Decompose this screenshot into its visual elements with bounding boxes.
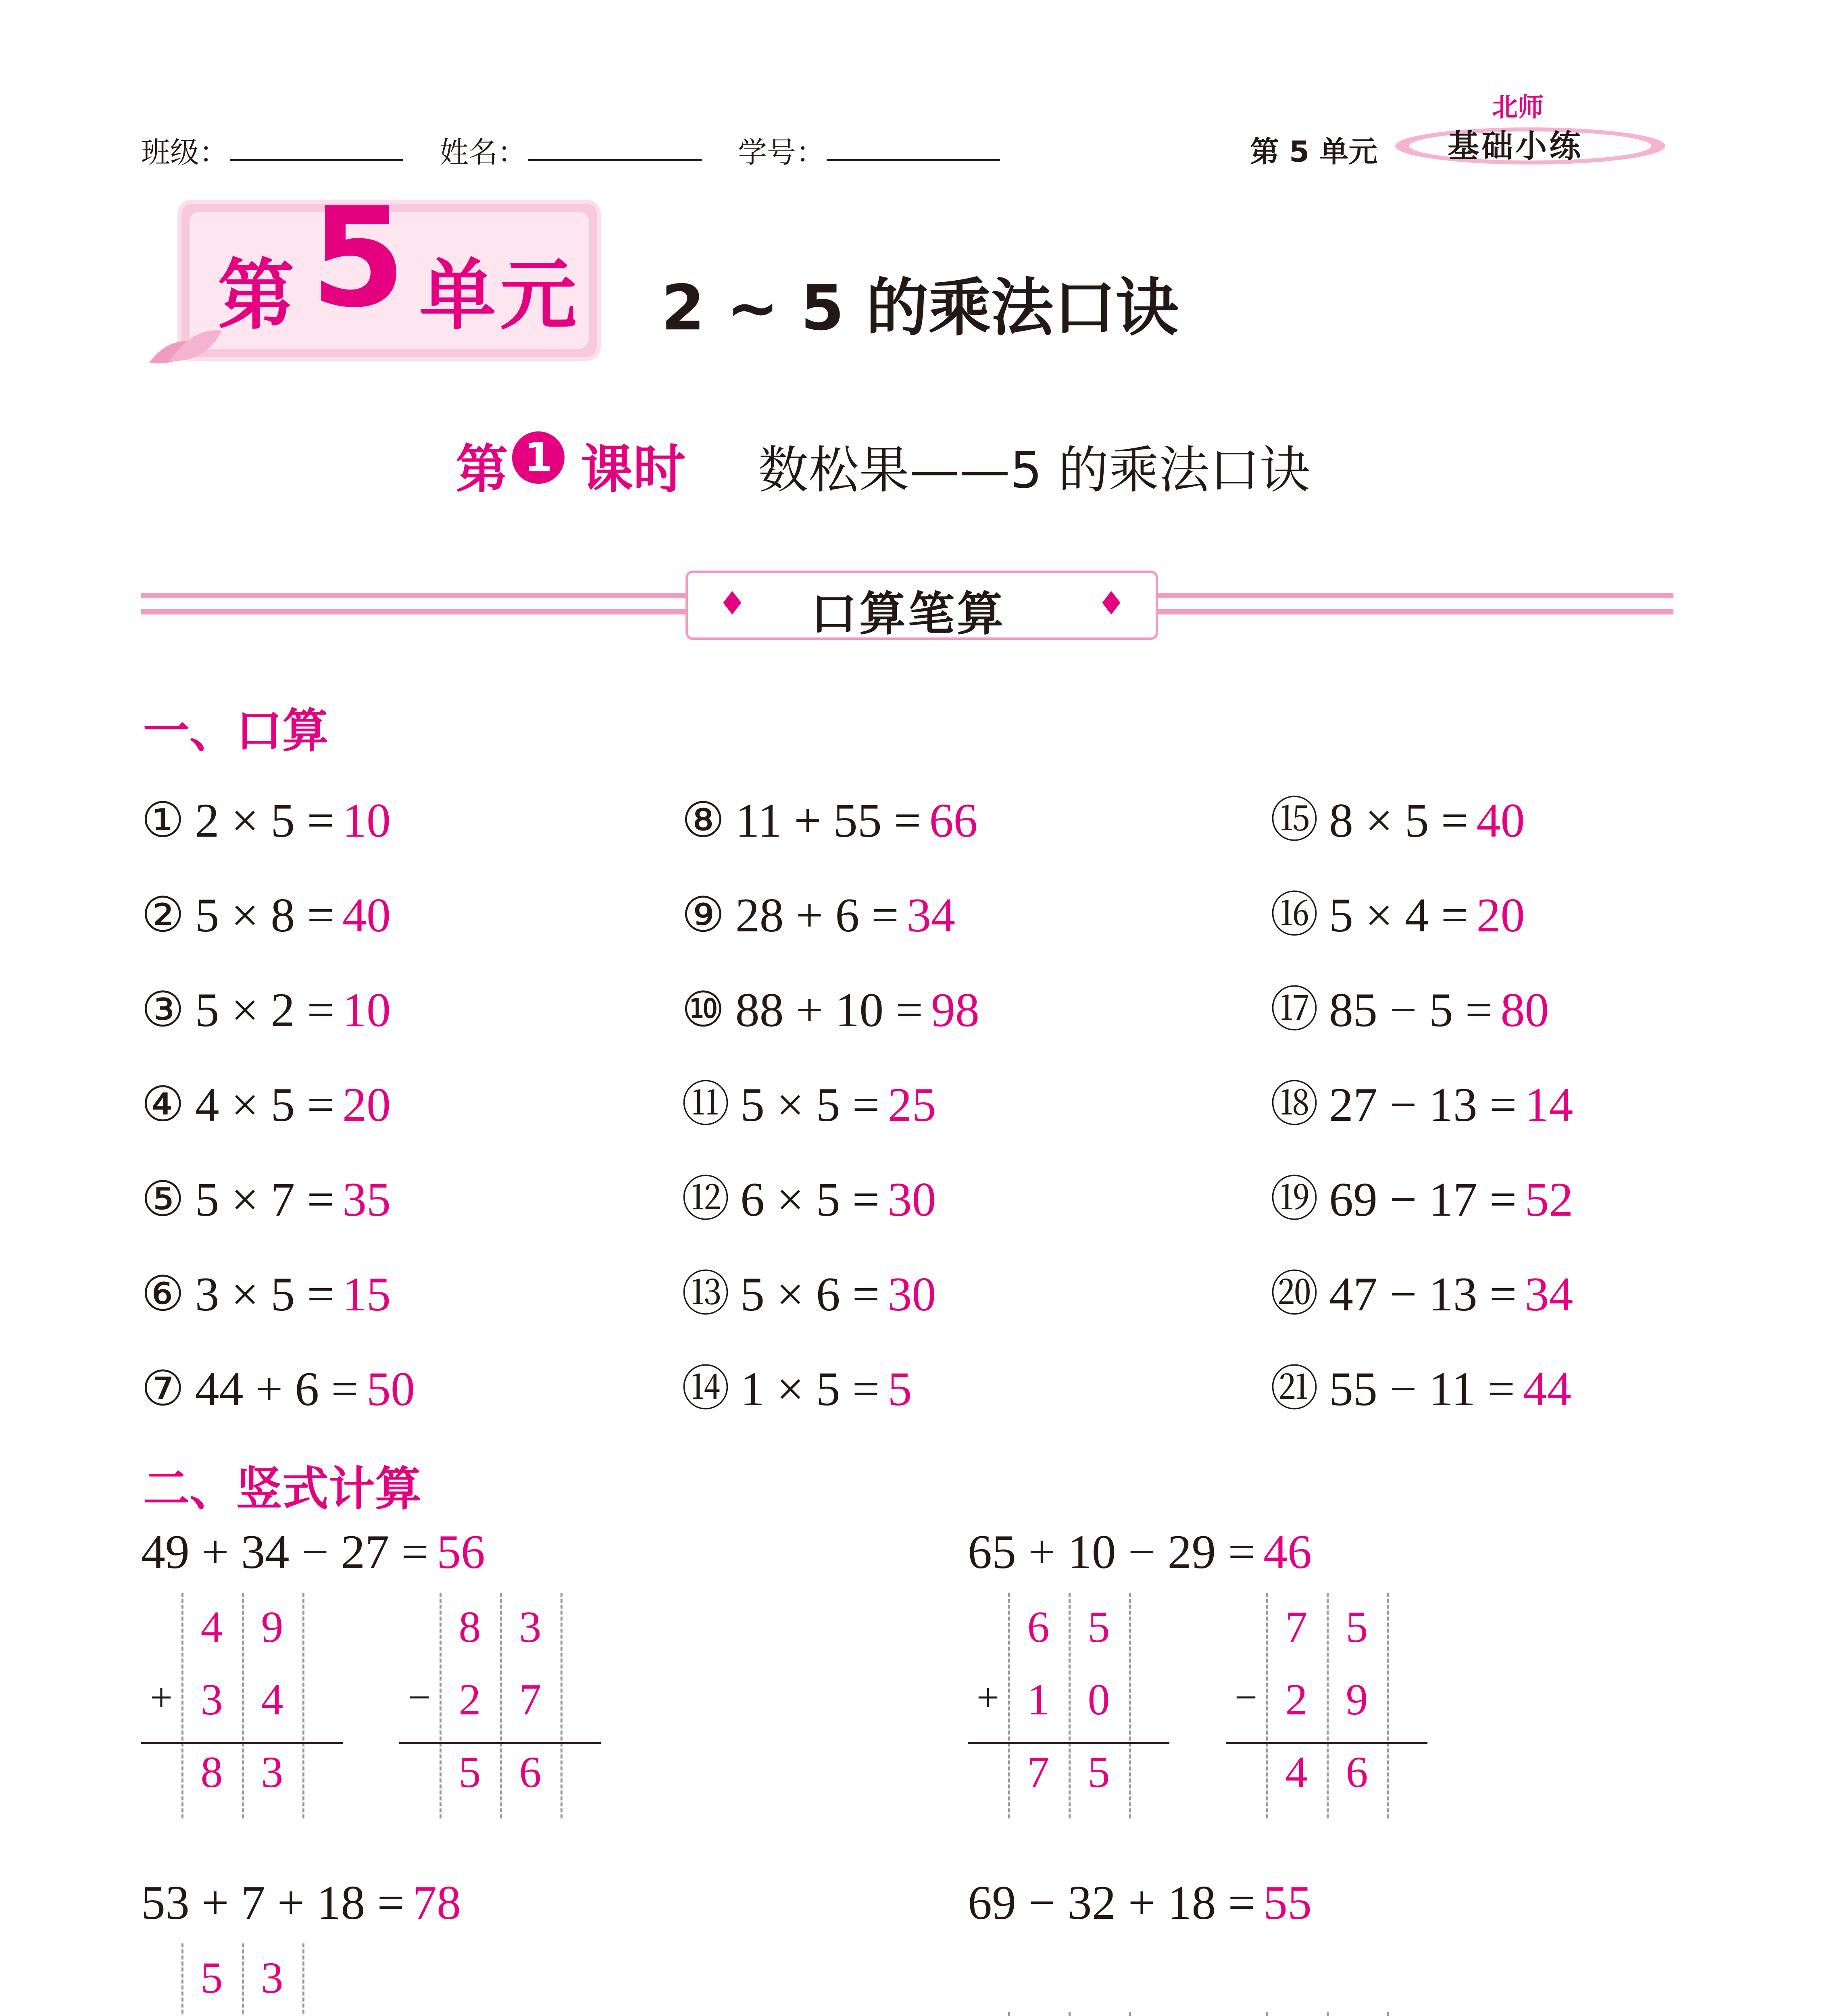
vertical-underline bbox=[1226, 1742, 1427, 1744]
oral-item-number: ⑲ bbox=[1270, 1173, 1319, 1226]
oral-item bbox=[681, 983, 979, 1037]
oral-item-answer[interactable]: 10 bbox=[342, 793, 391, 847]
oral-item bbox=[141, 1175, 391, 1224]
oral-item-number: ⑮ bbox=[1270, 793, 1319, 847]
vertical-column-guide bbox=[440, 1593, 442, 1818]
vertical-equation-answer[interactable]: 55 bbox=[1263, 1876, 1312, 1929]
oral-item-number: ⑥ bbox=[141, 1267, 185, 1321]
vertical-digit: 6 bbox=[519, 1747, 542, 1797]
vertical-column-guide bbox=[242, 1943, 244, 2016]
vertical-digit: 8 bbox=[458, 1602, 481, 1652]
oral-item-answer[interactable]: 20 bbox=[342, 1078, 391, 1131]
oral-item-number: ⑦ bbox=[141, 1362, 185, 1416]
oral-item-question: 8 × 5 = bbox=[1329, 793, 1469, 847]
vertical-equation bbox=[141, 1875, 461, 1931]
oral-item-number: ⑰ bbox=[1270, 983, 1319, 1037]
class-field[interactable] bbox=[230, 159, 403, 161]
oral-item bbox=[681, 793, 978, 847]
vertical-operator: + bbox=[976, 1675, 1000, 1720]
leaf-icon bbox=[145, 323, 226, 371]
oral-item-answer[interactable]: 30 bbox=[888, 1267, 936, 1321]
oral-item bbox=[681, 1362, 912, 1416]
oral-item-answer[interactable]: 30 bbox=[888, 1173, 936, 1226]
vertical-column-guide bbox=[1327, 1593, 1329, 1818]
oral-item-answer[interactable]: 80 bbox=[1500, 983, 1549, 1037]
vertical-digit: 6 bbox=[1346, 1747, 1368, 1797]
vertical-underline bbox=[968, 1742, 1169, 1744]
oral-item-number: ⑨ bbox=[681, 888, 725, 942]
oral-item-question: 88 + 10 = bbox=[735, 983, 923, 1037]
banner-title: 口算笔算 bbox=[810, 587, 1006, 641]
unit-title: 2 ~ 5 的乘法口诀 bbox=[661, 271, 1179, 344]
lesson-title: 数松果——5 的乘法口诀 bbox=[758, 441, 1311, 500]
vertical-equation-answer[interactable]: 46 bbox=[1263, 1525, 1312, 1579]
vertical-column-guide bbox=[1266, 1593, 1268, 1818]
oral-item-answer[interactable]: 25 bbox=[888, 1078, 936, 1131]
lesson-suffix: 课时 bbox=[581, 439, 686, 500]
vertical-column-guide bbox=[500, 1593, 502, 1818]
oral-item-answer[interactable]: 14 bbox=[1525, 1078, 1573, 1131]
vertical-column-guide bbox=[242, 1593, 244, 1818]
oral-item-question: 27 − 13 = bbox=[1329, 1078, 1517, 1131]
vertical-column-guide bbox=[1069, 1593, 1071, 1818]
vertical-digit: 5 bbox=[1346, 1602, 1368, 1652]
vertical-column-guide bbox=[1008, 2012, 1010, 2016]
oral-item-question: 11 + 55 = bbox=[735, 793, 921, 847]
vertical-equation bbox=[141, 1524, 485, 1580]
oral-item-number: ⑯ bbox=[1270, 888, 1319, 942]
vertical-column-guide bbox=[302, 1943, 304, 2016]
oral-item bbox=[1270, 983, 1549, 1037]
oral-item-number: ⑱ bbox=[1270, 1078, 1319, 1131]
oral-item-answer[interactable]: 98 bbox=[931, 983, 979, 1037]
oral-item bbox=[681, 888, 955, 942]
vertical-digit: 4 bbox=[1285, 1747, 1308, 1797]
student-id-label: 学号： bbox=[738, 135, 825, 169]
vertical-digit: 5 bbox=[200, 1953, 223, 2002]
vertical-digit: 9 bbox=[1346, 1675, 1368, 1724]
vertical-column-guide bbox=[1129, 1593, 1131, 1818]
oral-item-number: ⑪ bbox=[681, 1078, 730, 1131]
oral-item-question: 69 − 17 = bbox=[1329, 1173, 1517, 1226]
vertical-operator: − bbox=[1234, 1675, 1258, 1720]
oral-item-question: 44 + 6 = bbox=[195, 1362, 358, 1416]
oral-item-number: ⑤ bbox=[141, 1173, 185, 1226]
oral-item bbox=[1270, 1175, 1573, 1224]
unit-prefix: 第 bbox=[218, 251, 295, 340]
vertical-digit: 4 bbox=[261, 1675, 283, 1724]
vertical-column-guide bbox=[1387, 1593, 1389, 1818]
vertical-digit: 0 bbox=[1088, 1675, 1110, 1724]
oral-item-answer[interactable]: 5 bbox=[888, 1362, 912, 1416]
oral-item-answer[interactable]: 66 bbox=[929, 793, 978, 847]
oral-item-number: ⑳ bbox=[1270, 1267, 1319, 1321]
oral-item bbox=[1270, 888, 1525, 942]
vertical-column-guide bbox=[1129, 2012, 1131, 2016]
oral-item-answer[interactable]: 40 bbox=[342, 888, 391, 942]
oral-item-question: 55 − 11 = bbox=[1329, 1362, 1515, 1416]
oral-item-question: 5 × 2 = bbox=[195, 983, 334, 1037]
name-label: 姓名： bbox=[440, 135, 527, 169]
oral-item bbox=[1270, 793, 1525, 847]
vertical-underline bbox=[141, 1742, 343, 1744]
vertical-operator: + bbox=[150, 1675, 173, 1720]
vertical-digit: 5 bbox=[1088, 1602, 1110, 1652]
oral-item bbox=[141, 1267, 391, 1321]
vertical-column-guide bbox=[1327, 2012, 1329, 2016]
vertical-column-guide bbox=[1008, 1593, 1010, 1818]
oral-item-number: ③ bbox=[141, 983, 185, 1037]
unit-number: 5 bbox=[310, 178, 406, 338]
oral-item bbox=[681, 1267, 936, 1321]
vertical-equation-question: 53 + 7 + 18 = bbox=[141, 1876, 405, 1929]
vertical-equation-answer[interactable]: 78 bbox=[413, 1876, 461, 1929]
vertical-equation bbox=[968, 1875, 1312, 1931]
lesson-number-badge: 1 bbox=[512, 431, 565, 484]
oral-item-answer[interactable]: 50 bbox=[366, 1362, 415, 1416]
brand-top-text: 北师 bbox=[1492, 93, 1544, 123]
brand-text: 基础小练 bbox=[1448, 128, 1583, 165]
oral-item-question: 85 − 5 = bbox=[1329, 983, 1493, 1037]
oral-item-number: ⑬ bbox=[681, 1267, 730, 1321]
oral-item-answer[interactable]: 40 bbox=[1476, 793, 1525, 847]
oral-item-answer[interactable]: 34 bbox=[906, 888, 955, 942]
oral-item-question: 5 × 8 = bbox=[195, 888, 334, 942]
vertical-column-guide bbox=[181, 1943, 183, 2016]
vertical-digit: 2 bbox=[1285, 1675, 1308, 1724]
oral-item-number: ④ bbox=[141, 1078, 185, 1131]
oral-item-answer[interactable]: 35 bbox=[342, 1173, 391, 1226]
oral-item-number: ⑧ bbox=[681, 793, 725, 847]
vertical-digit: 5 bbox=[458, 1747, 481, 1797]
oral-item-answer[interactable]: 10 bbox=[342, 983, 391, 1037]
oral-item-question: 5 × 4 = bbox=[1329, 888, 1469, 942]
vertical-equation bbox=[968, 1524, 1312, 1580]
oral-item-answer[interactable]: 44 bbox=[1523, 1362, 1571, 1416]
oral-item-number: ㉑ bbox=[1270, 1362, 1319, 1416]
oral-item-question: 6 × 5 = bbox=[740, 1173, 880, 1226]
diamond-icon: ♦ bbox=[718, 585, 747, 622]
vertical-section-title: 二、竖式计算 bbox=[143, 1462, 422, 1516]
vertical-digit: 9 bbox=[261, 1602, 283, 1652]
oral-item bbox=[1270, 1078, 1573, 1131]
vertical-digit: 4 bbox=[200, 1602, 223, 1652]
oral-item-question: 4 × 5 = bbox=[195, 1078, 334, 1131]
vertical-underline bbox=[399, 1742, 601, 1744]
oral-item-question: 5 × 6 = bbox=[740, 1267, 880, 1321]
oral-item-answer[interactable]: 20 bbox=[1476, 888, 1525, 942]
oral-item-answer[interactable]: 15 bbox=[342, 1267, 391, 1321]
oral-item bbox=[1270, 1362, 1571, 1416]
vertical-digit: 8 bbox=[200, 1747, 223, 1797]
vertical-equation-answer[interactable]: 56 bbox=[437, 1525, 485, 1579]
oral-item-question: 5 × 5 = bbox=[740, 1078, 880, 1131]
oral-item-number: ⑭ bbox=[681, 1362, 730, 1416]
name-field[interactable] bbox=[528, 159, 702, 161]
diamond-icon: ♦ bbox=[1097, 585, 1126, 622]
vertical-equation-question: 69 − 32 + 18 = bbox=[968, 1876, 1256, 1929]
vertical-column-guide bbox=[1387, 2012, 1389, 2016]
vertical-column-guide bbox=[181, 1593, 183, 1818]
oral-item-number: ⑩ bbox=[681, 983, 725, 1037]
vertical-digit: 7 bbox=[1027, 1747, 1050, 1797]
vertical-digit: 7 bbox=[1285, 1602, 1308, 1652]
student-id-field[interactable] bbox=[827, 159, 1000, 161]
vertical-operator: − bbox=[408, 1675, 431, 1720]
vertical-column-guide bbox=[1266, 2012, 1268, 2016]
vertical-digit: 3 bbox=[200, 1675, 223, 1724]
oral-item bbox=[141, 1078, 391, 1131]
unit-word: 单元 bbox=[419, 251, 581, 340]
oral-item-answer[interactable]: 34 bbox=[1525, 1267, 1573, 1321]
oral-item-question: 3 × 5 = bbox=[195, 1267, 334, 1321]
vertical-digit: 3 bbox=[519, 1602, 542, 1652]
oral-item-question: 2 × 5 = bbox=[195, 793, 334, 847]
oral-item-question: 5 × 7 = bbox=[195, 1173, 334, 1226]
oral-item bbox=[141, 793, 391, 847]
vertical-equation-question: 49 + 34 − 27 = bbox=[141, 1525, 429, 1579]
oral-item-number: ② bbox=[141, 888, 185, 942]
vertical-digit: 1 bbox=[1027, 1675, 1050, 1724]
oral-item-question: 28 + 6 = bbox=[735, 888, 899, 942]
oral-item bbox=[141, 983, 391, 1037]
vertical-column-guide bbox=[302, 1593, 304, 1818]
vertical-digit: 7 bbox=[519, 1675, 542, 1724]
vertical-equation-question: 65 + 10 − 29 = bbox=[968, 1525, 1256, 1579]
oral-item-number: ⑫ bbox=[681, 1173, 730, 1226]
header-unit-label: 第 5 单元 bbox=[1250, 135, 1378, 169]
vertical-column-guide bbox=[1069, 2012, 1071, 2016]
vertical-column-guide bbox=[560, 1593, 563, 1818]
oral-item bbox=[681, 1175, 936, 1224]
oral-item-question: 47 − 13 = bbox=[1329, 1267, 1517, 1321]
oral-item-question: 1 × 5 = bbox=[740, 1362, 880, 1416]
vertical-digit: 2 bbox=[458, 1675, 481, 1724]
oral-item bbox=[681, 1078, 936, 1131]
vertical-digit: 3 bbox=[261, 1747, 283, 1797]
oral-item bbox=[141, 1362, 415, 1416]
vertical-digit: 3 bbox=[261, 1953, 283, 2002]
vertical-digit: 6 bbox=[1027, 1602, 1050, 1652]
lesson-prefix: 第 bbox=[456, 439, 508, 500]
class-label: 班级： bbox=[141, 135, 229, 169]
oral-item bbox=[141, 888, 391, 942]
vertical-digit: 5 bbox=[1088, 1747, 1110, 1797]
oral-section-title: 一、口算 bbox=[143, 704, 329, 758]
oral-item-answer[interactable]: 52 bbox=[1525, 1173, 1573, 1226]
oral-item bbox=[1270, 1267, 1573, 1321]
oral-item-number: ① bbox=[141, 793, 185, 847]
